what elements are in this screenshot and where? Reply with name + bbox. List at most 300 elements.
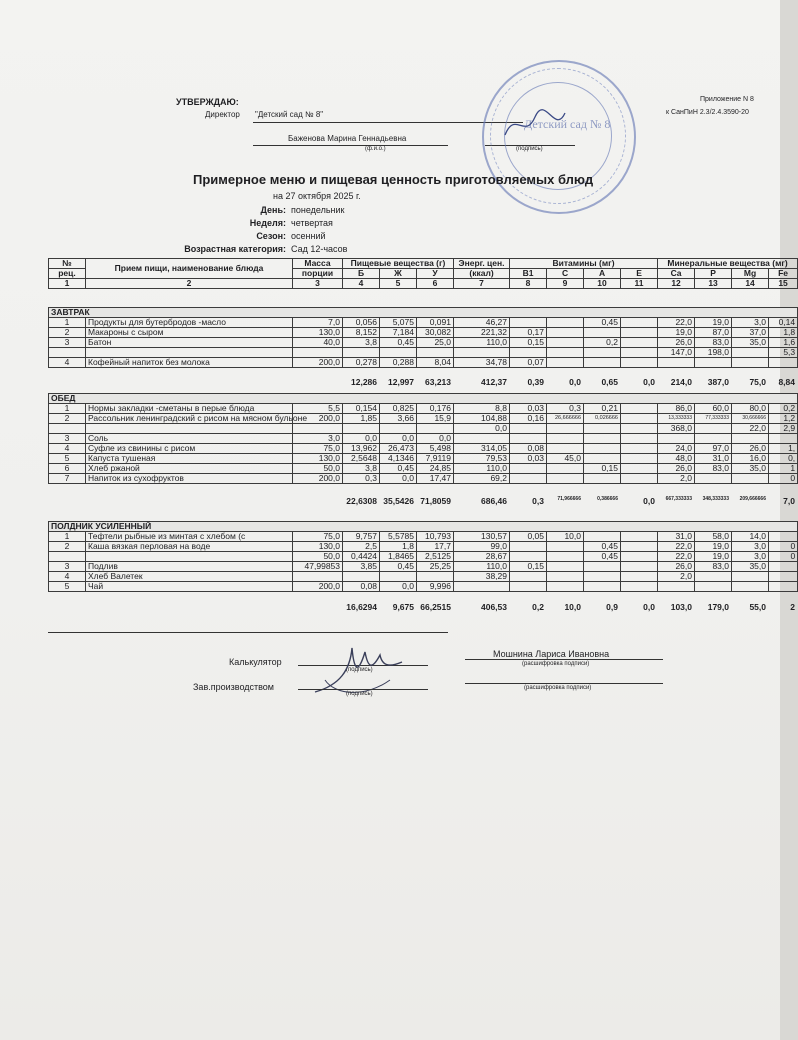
table-cell: 31,0 bbox=[658, 532, 695, 542]
calculator-decode-caption: (расшифровка подписи) bbox=[522, 661, 590, 667]
table-cell: 0 bbox=[769, 474, 798, 484]
table-cell: 2,0 bbox=[658, 572, 695, 582]
production-head-signature-caption: (подпись) bbox=[346, 691, 373, 697]
table-cell: 22,0 bbox=[658, 318, 695, 328]
table-cell bbox=[621, 404, 658, 414]
table-cell: 19,0 bbox=[695, 318, 732, 328]
table-row bbox=[49, 562, 798, 572]
table-cell: 35,0 bbox=[732, 338, 769, 348]
table-cell: 5 bbox=[49, 582, 86, 592]
table-cell: 130,0 bbox=[293, 454, 343, 464]
column-number: 11 bbox=[621, 279, 658, 289]
director-signature-caption: (подпись) bbox=[516, 146, 543, 152]
week-value: четвертая bbox=[291, 218, 333, 228]
production-head-label: Зав.производством bbox=[193, 682, 274, 692]
table-cell bbox=[621, 562, 658, 572]
stamp-text: Детский сад № 8 bbox=[524, 117, 611, 131]
section-total-value: 0,0 bbox=[569, 377, 581, 387]
table-cell: 3 bbox=[49, 338, 86, 348]
sanpin-reference: к СанПиН 2.3/2.4.3590-20 bbox=[666, 109, 749, 116]
table-cell: 35,0 bbox=[732, 562, 769, 572]
section-total-value: 0,0 bbox=[643, 496, 655, 506]
table-cell: 97,0 bbox=[695, 444, 732, 454]
table-cell bbox=[510, 552, 547, 562]
table-cell bbox=[584, 572, 621, 582]
header-rec: рец. bbox=[49, 269, 86, 279]
table-cell: 9,996 bbox=[417, 582, 454, 592]
section-total-value: 71,966666 bbox=[557, 496, 581, 502]
table-cell: 26,666666 bbox=[547, 414, 584, 424]
table-cell bbox=[584, 532, 621, 542]
table-cell bbox=[732, 358, 769, 368]
column-number: 12 bbox=[658, 279, 695, 289]
table-cell: 130,57 bbox=[454, 532, 510, 542]
dish-name: Хлеб ржаной bbox=[86, 464, 293, 474]
table-cell: 46,27 bbox=[454, 318, 510, 328]
table-cell: 25,0 bbox=[417, 338, 454, 348]
table-cell bbox=[769, 562, 798, 572]
table-cell: 2,5125 bbox=[417, 552, 454, 562]
table-cell bbox=[695, 424, 732, 434]
section-total-value: 12,286 bbox=[351, 377, 377, 387]
table-cell: 1,2 bbox=[769, 414, 798, 424]
header-energy: Энерг. цен. bbox=[454, 259, 510, 269]
season-label: Сезон: bbox=[256, 231, 286, 241]
table-cell: 0,0 bbox=[380, 474, 417, 484]
header-fe: Fe bbox=[769, 269, 798, 279]
table-cell: 0,0 bbox=[454, 424, 510, 434]
table-cell: 0,2 bbox=[769, 404, 798, 414]
table-cell: 0,16 bbox=[510, 414, 547, 424]
table-cell: 0,08 bbox=[510, 444, 547, 454]
table-cell: 2,0 bbox=[658, 474, 695, 484]
table-cell: 10,793 bbox=[417, 532, 454, 542]
table-cell: 0,176 bbox=[417, 404, 454, 414]
table-cell: 5,3 bbox=[769, 348, 798, 358]
column-number: 5 bbox=[380, 279, 417, 289]
table-cell: 25,25 bbox=[417, 562, 454, 572]
header-minerals: Минеральные вещества (мг) bbox=[658, 259, 798, 269]
table-cell: 14,0 bbox=[732, 532, 769, 542]
table-cell bbox=[510, 434, 547, 444]
table-cell bbox=[658, 582, 695, 592]
table-cell: 0,45 bbox=[584, 552, 621, 562]
table-cell: 1 bbox=[769, 464, 798, 474]
table-cell: 368,0 bbox=[658, 424, 695, 434]
table-cell: 130,0 bbox=[293, 328, 343, 338]
menu-section-table bbox=[48, 521, 798, 592]
section-total-value: 75,0 bbox=[749, 377, 766, 387]
table-cell bbox=[695, 358, 732, 368]
table-cell bbox=[510, 464, 547, 474]
table-cell bbox=[343, 424, 380, 434]
table-row bbox=[49, 474, 798, 484]
table-cell: 47,99853 bbox=[293, 562, 343, 572]
menu-section-table bbox=[48, 393, 798, 484]
table-cell: 147,0 bbox=[658, 348, 695, 358]
table-cell: 1 bbox=[49, 532, 86, 542]
table-row bbox=[49, 464, 798, 474]
table-cell bbox=[547, 582, 584, 592]
table-row bbox=[49, 338, 798, 348]
table-cell: 5 bbox=[49, 454, 86, 464]
table-cell: 4 bbox=[49, 358, 86, 368]
table-cell: 0,0 bbox=[380, 434, 417, 444]
column-number: 4 bbox=[343, 279, 380, 289]
table-cell bbox=[769, 358, 798, 368]
table-cell bbox=[695, 434, 732, 444]
table-cell: 8,04 bbox=[417, 358, 454, 368]
table-cell: 37,0 bbox=[732, 328, 769, 338]
table-cell bbox=[49, 424, 86, 434]
dish-name: Тефтели рыбные из минтая с хлебом (с bbox=[86, 532, 293, 542]
table-cell: 77,333333 bbox=[695, 414, 732, 424]
table-cell: 1,6 bbox=[769, 338, 798, 348]
table-cell: 87,0 bbox=[695, 328, 732, 338]
table-cell: 79,53 bbox=[454, 454, 510, 464]
table-cell: 3,0 bbox=[732, 552, 769, 562]
header-mass: Масса bbox=[293, 259, 343, 269]
table-cell: 0,45 bbox=[380, 464, 417, 474]
table-cell bbox=[454, 582, 510, 592]
header-b1: B1 bbox=[510, 269, 547, 279]
table-cell bbox=[380, 348, 417, 358]
table-cell bbox=[584, 358, 621, 368]
dish-name: Капуста тушеная bbox=[86, 454, 293, 464]
table-cell bbox=[732, 348, 769, 358]
director-name-underline bbox=[253, 145, 448, 146]
table-row bbox=[49, 404, 798, 414]
table-cell bbox=[510, 582, 547, 592]
table-cell: 50,0 bbox=[293, 552, 343, 562]
table-cell: 5,5785 bbox=[380, 532, 417, 542]
table-cell: 0,825 bbox=[380, 404, 417, 414]
table-cell: 0,288 bbox=[380, 358, 417, 368]
table-cell: 80,0 bbox=[732, 404, 769, 414]
table-cell: 1 bbox=[49, 404, 86, 414]
section-total-value: 348,333333 bbox=[702, 496, 729, 502]
approval-title: УТВЕРЖДАЮ: bbox=[176, 97, 239, 107]
table-row bbox=[49, 552, 798, 562]
table-cell bbox=[658, 358, 695, 368]
director-signature bbox=[500, 105, 570, 145]
table-cell: 26,0 bbox=[732, 444, 769, 454]
table-cell bbox=[584, 582, 621, 592]
table-cell bbox=[547, 474, 584, 484]
dish-name bbox=[86, 552, 293, 562]
fio-caption: (ф.и.о.) bbox=[365, 146, 386, 152]
table-row bbox=[49, 414, 798, 424]
table-row bbox=[49, 434, 798, 444]
table-cell bbox=[621, 582, 658, 592]
table-row bbox=[49, 318, 798, 328]
table-cell: 0 bbox=[769, 542, 798, 552]
director-name: Баженова Марина Геннадьевна bbox=[288, 134, 407, 143]
calculator-name: Мошнина Лариса Ивановна bbox=[493, 649, 610, 659]
table-cell bbox=[584, 454, 621, 464]
section-total-value: 0,0 bbox=[643, 377, 655, 387]
table-cell: 0,15 bbox=[510, 338, 547, 348]
table-cell bbox=[621, 328, 658, 338]
table-cell: 24,0 bbox=[658, 444, 695, 454]
table-cell: 50,0 bbox=[293, 464, 343, 474]
table-cell bbox=[621, 572, 658, 582]
table-cell: 45,0 bbox=[547, 454, 584, 464]
table-cell bbox=[547, 348, 584, 358]
header-ca: Ca bbox=[658, 269, 695, 279]
column-number: 3 bbox=[293, 279, 343, 289]
table-cell: 0,0 bbox=[380, 582, 417, 592]
table-cell: 0,03 bbox=[510, 404, 547, 414]
dish-name: Батон bbox=[86, 338, 293, 348]
table-cell: 3,0 bbox=[293, 434, 343, 444]
table-cell: 0,45 bbox=[584, 542, 621, 552]
table-cell: 1,8 bbox=[380, 542, 417, 552]
table-cell: 0 bbox=[769, 552, 798, 562]
column-number: 8 bbox=[510, 279, 547, 289]
section-total-value: 0,9 bbox=[606, 602, 618, 612]
table-cell: 48,0 bbox=[658, 454, 695, 464]
table-cell: 13,962 bbox=[343, 444, 380, 454]
table-cell bbox=[547, 328, 584, 338]
table-cell: 22,0 bbox=[658, 552, 695, 562]
table-cell: 0,21 bbox=[584, 404, 621, 414]
table-cell: 3,8 bbox=[343, 338, 380, 348]
table-cell bbox=[732, 582, 769, 592]
table-cell: 17,7 bbox=[417, 542, 454, 552]
column-number: 13 bbox=[695, 279, 732, 289]
table-cell: 10,0 bbox=[547, 532, 584, 542]
table-cell: 9,757 bbox=[343, 532, 380, 542]
table-cell bbox=[417, 424, 454, 434]
table-cell: 24,85 bbox=[417, 464, 454, 474]
table-cell: 26,0 bbox=[658, 562, 695, 572]
column-number: 9 bbox=[547, 279, 584, 289]
table-cell bbox=[547, 434, 584, 444]
table-cell bbox=[510, 572, 547, 582]
table-cell: 22,0 bbox=[732, 424, 769, 434]
section-total-value: 55,0 bbox=[749, 602, 766, 612]
dish-name: Рассольник ленинградский с рисом на мясном бульоне bbox=[86, 414, 293, 424]
header-p: P bbox=[695, 269, 732, 279]
appendix-label: Приложение N 8 bbox=[700, 96, 754, 103]
column-number: 15 bbox=[769, 279, 798, 289]
table-cell: 1,85 bbox=[343, 414, 380, 424]
calculator-name-line bbox=[465, 659, 663, 660]
table-cell: 0,4424 bbox=[343, 552, 380, 562]
table-cell bbox=[547, 572, 584, 582]
dish-name: Каша вязкая перловая на воде bbox=[86, 542, 293, 552]
table-cell: 3,66 bbox=[380, 414, 417, 424]
dish-name: Продукты для бутербродов -масло bbox=[86, 318, 293, 328]
section-total-value: 9,675 bbox=[392, 602, 414, 612]
table-cell: 75,0 bbox=[293, 444, 343, 454]
section-total-value: 2 bbox=[790, 602, 795, 612]
season-value: осенний bbox=[291, 231, 326, 241]
section-total-value: 412,37 bbox=[481, 377, 507, 387]
dish-name: Хлеб Валетек bbox=[86, 572, 293, 582]
table-cell: 0,056 bbox=[343, 318, 380, 328]
table-cell: 0,154 bbox=[343, 404, 380, 414]
production-head-name-line bbox=[465, 683, 663, 684]
table-cell: 26,0 bbox=[658, 464, 695, 474]
table-cell: 1,8465 bbox=[380, 552, 417, 562]
table-cell bbox=[547, 338, 584, 348]
table-cell: 3,85 bbox=[343, 562, 380, 572]
age-category-value: Сад 12-часов bbox=[291, 244, 348, 254]
table-cell: 200,0 bbox=[293, 358, 343, 368]
table-cell: 0,0 bbox=[343, 434, 380, 444]
table-cell bbox=[454, 434, 510, 444]
table-cell: 3 bbox=[49, 562, 86, 572]
day-label: День: bbox=[260, 205, 286, 215]
table-row bbox=[49, 328, 798, 338]
table-cell: 0,45 bbox=[584, 318, 621, 328]
table-cell: 0, bbox=[769, 454, 798, 464]
table-cell bbox=[49, 348, 86, 358]
table-cell: 0,0 bbox=[417, 434, 454, 444]
table-cell: 198,0 bbox=[695, 348, 732, 358]
table-row bbox=[49, 454, 798, 464]
header-mg: Mg bbox=[732, 269, 769, 279]
table-cell bbox=[584, 328, 621, 338]
section-total-value: 387,0 bbox=[707, 377, 729, 387]
dish-name bbox=[86, 348, 293, 358]
table-cell bbox=[621, 434, 658, 444]
table-cell: 2 bbox=[49, 414, 86, 424]
table-cell: 3,0 bbox=[732, 542, 769, 552]
table-cell bbox=[621, 414, 658, 424]
table-cell: 1,8 bbox=[769, 328, 798, 338]
table-cell bbox=[769, 532, 798, 542]
section-total-value: 66,2515 bbox=[420, 602, 451, 612]
table-cell bbox=[769, 434, 798, 444]
table-cell: 1, bbox=[769, 444, 798, 454]
table-cell: 26,473 bbox=[380, 444, 417, 454]
table-cell: 4 bbox=[49, 444, 86, 454]
dish-name: Чай bbox=[86, 582, 293, 592]
table-cell bbox=[621, 552, 658, 562]
table-cell: 86,0 bbox=[658, 404, 695, 414]
table-row bbox=[49, 424, 798, 434]
table-cell bbox=[584, 434, 621, 444]
table-cell: 75,0 bbox=[293, 532, 343, 542]
table-cell bbox=[343, 572, 380, 582]
table-cell: 2,5648 bbox=[343, 454, 380, 464]
table-cell bbox=[417, 572, 454, 582]
table-cell: 2 bbox=[49, 542, 86, 552]
page-title: Примерное меню и пищевая ценность приготовляемых блюд bbox=[193, 172, 594, 187]
section-title: ПОЛДНИК УСИЛЕННЫЙ bbox=[49, 522, 798, 532]
table-cell: 0,05 bbox=[510, 532, 547, 542]
column-number: 2 bbox=[86, 279, 293, 289]
table-cell bbox=[343, 348, 380, 358]
table-cell bbox=[510, 542, 547, 552]
dish-name: Напиток из сухофруктов bbox=[86, 474, 293, 484]
table-cell: 5,498 bbox=[417, 444, 454, 454]
section-total-value: 667,333333 bbox=[665, 496, 692, 502]
menu-date: на 27 октября 2025 г. bbox=[273, 191, 361, 201]
table-cell: 3,8 bbox=[343, 464, 380, 474]
table-cell: 4 bbox=[49, 572, 86, 582]
table-cell: 31,0 bbox=[695, 454, 732, 464]
table-cell: 130,0 bbox=[293, 542, 343, 552]
table-cell: 35,0 bbox=[732, 464, 769, 474]
table-cell: 6 bbox=[49, 464, 86, 474]
column-number: 6 bbox=[417, 279, 454, 289]
section-total-value: 10,0 bbox=[564, 602, 581, 612]
header-vitamins: Витамины (мг) bbox=[510, 259, 658, 269]
table-cell bbox=[769, 572, 798, 582]
table-cell bbox=[547, 562, 584, 572]
table-cell bbox=[621, 348, 658, 358]
table-cell: 7,0 bbox=[293, 318, 343, 328]
header-portion: порции bbox=[293, 269, 343, 279]
table-cell bbox=[695, 572, 732, 582]
table-cell: 30,082 bbox=[417, 328, 454, 338]
table-cell bbox=[584, 348, 621, 358]
table-cell bbox=[695, 582, 732, 592]
table-cell: 0,17 bbox=[510, 328, 547, 338]
section-total-value: 22,6308 bbox=[346, 496, 377, 506]
table-cell bbox=[547, 542, 584, 552]
table-cell bbox=[584, 474, 621, 484]
table-cell bbox=[695, 474, 732, 484]
dish-name: Кофейный напиток без молока bbox=[86, 358, 293, 368]
table-cell bbox=[621, 338, 658, 348]
header-no: № bbox=[49, 259, 86, 269]
table-cell: 0,07 bbox=[510, 358, 547, 368]
column-number: 7 bbox=[454, 279, 510, 289]
column-number-row bbox=[49, 279, 798, 289]
section-total-value: 103,0 bbox=[670, 602, 692, 612]
table-cell: 200,0 bbox=[293, 414, 343, 424]
table-cell bbox=[547, 552, 584, 562]
section-total-value: 0,386666 bbox=[597, 496, 618, 502]
table-cell: 26,0 bbox=[658, 338, 695, 348]
table-cell: 0,091 bbox=[417, 318, 454, 328]
header-carbs: У bbox=[417, 269, 454, 279]
table-cell: 8,8 bbox=[454, 404, 510, 414]
table-row bbox=[49, 348, 798, 358]
section-total-value: 209,666666 bbox=[739, 496, 766, 502]
table-cell bbox=[293, 348, 343, 358]
table-cell bbox=[621, 474, 658, 484]
section-total-value: 35,5426 bbox=[383, 496, 414, 506]
table-cell: 0,2 bbox=[584, 338, 621, 348]
bottom-rule bbox=[48, 632, 448, 633]
section-total-value: 0,3 bbox=[532, 496, 544, 506]
table-cell bbox=[454, 348, 510, 358]
table-cell: 5,5 bbox=[293, 404, 343, 414]
table-cell: 7 bbox=[49, 474, 86, 484]
day-value: понедельник bbox=[291, 205, 345, 215]
table-cell: 22,0 bbox=[658, 542, 695, 552]
table-cell bbox=[547, 424, 584, 434]
table-cell: 104,88 bbox=[454, 414, 510, 424]
table-cell bbox=[584, 424, 621, 434]
section-total-value: 0,65 bbox=[601, 377, 618, 387]
header-nutrients: Пищевые вещества (г) bbox=[343, 259, 454, 269]
table-cell: 0,026666 bbox=[584, 414, 621, 424]
section-total-value: 686,46 bbox=[481, 496, 507, 506]
table-cell bbox=[732, 474, 769, 484]
table-cell: 7,9119 bbox=[417, 454, 454, 464]
age-category-label: Возрастная категория: bbox=[184, 244, 286, 254]
section-title: ОБЕД bbox=[49, 394, 798, 404]
table-cell: 99,0 bbox=[454, 542, 510, 552]
table-cell: 2,5 bbox=[343, 542, 380, 552]
